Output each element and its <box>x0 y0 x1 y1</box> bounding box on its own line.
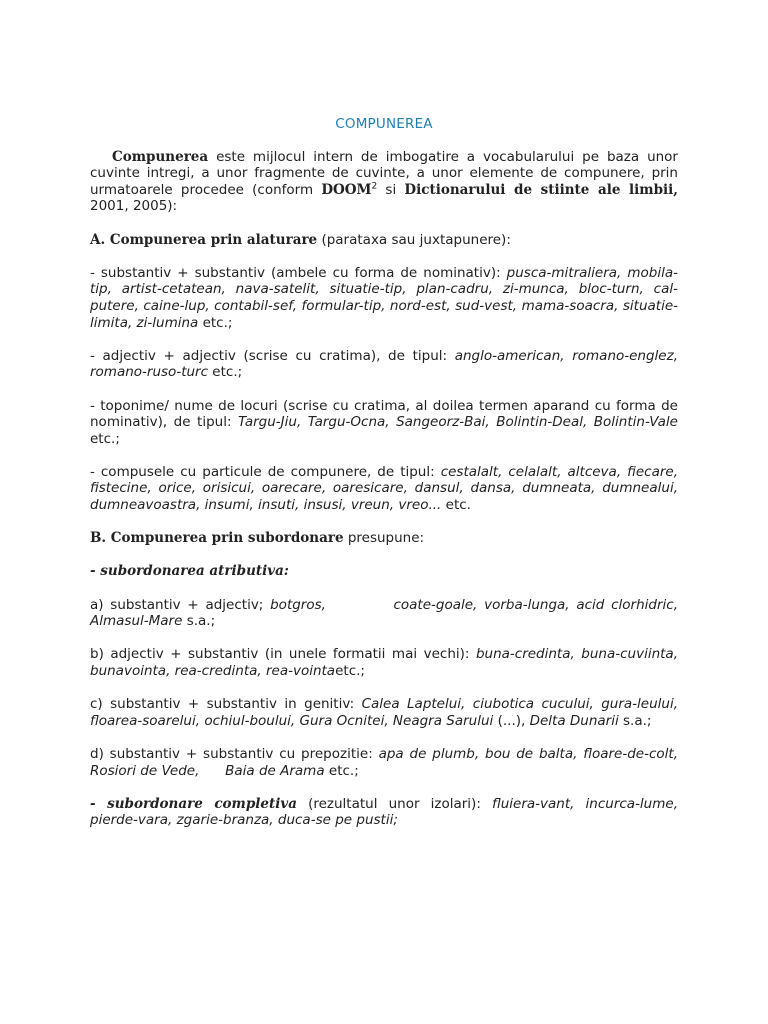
bd-paragraph <box>90 745 683 779</box>
bd-text: d) substantiv + substantiv cu prepozitie: <box>90 745 379 762</box>
a4-paragraph <box>90 464 678 514</box>
ba-paragraph <box>90 596 683 630</box>
bb-text: b) adjectiv + substantiv (in unele formatii mai vechi): <box>90 646 476 663</box>
a3-end: etc.; <box>90 430 120 447</box>
subordonare-atributiva-heading <box>90 563 678 580</box>
bc-paragraph <box>90 696 678 729</box>
intro-term: Compunerea <box>112 148 209 165</box>
a2-end: etc.; <box>208 364 243 381</box>
section-a-title: A. Compunerea prin alaturare <box>90 231 318 248</box>
bb-end: etc.; <box>335 663 365 679</box>
a3-paragraph <box>90 398 678 448</box>
bc-text: c) substantiv + substantiv in genitiv: <box>90 696 362 713</box>
intro-paragraph <box>90 149 678 215</box>
intro-text-3: 2001, 2005): <box>90 198 178 215</box>
completiva-examples: fluiera-vant, incurca-lume, pierde-vara, zgarie-branza, duca-se pe pustii; <box>90 795 678 829</box>
completiva-heading: - subordonare completiva <box>90 795 297 812</box>
intro-text-2: si <box>377 181 405 198</box>
a2-paragraph <box>90 348 678 381</box>
bc-mid: (...), <box>493 712 530 729</box>
section-b-title: B. Compunerea prin subordonare <box>90 530 344 547</box>
a3-text: - toponime/ nume de locuri (scrise cu cratima, al doilea termen aparand cu forma de nominativ), de tipul: <box>90 397 678 431</box>
doom-label: DOOM <box>321 181 372 198</box>
a1-end: etc.; <box>198 314 233 331</box>
document-page <box>90 116 683 846</box>
bd-end: etc.; <box>324 762 359 779</box>
completiva-text: (rezultatul unor izolari): <box>296 795 492 812</box>
a4-examples: cestalalt, celalalt, altceva, fiecare, fistecine, orice, orisicui, oarecare, oaresicare, dansul, dansa, dumneata, dumnealui, dumneavoastra, insumi, insuti, insusi, vreun, vreo... <box>90 463 678 514</box>
section-a-note: (parataxa sau juxtapunere): <box>317 231 511 248</box>
ba-text: a) substantiv + adjectiv; <box>90 596 271 613</box>
doom-superscript: 2 <box>371 181 378 192</box>
bc-examples-2: Delta Dunarii <box>529 712 619 729</box>
a4-text: - compusele cu particule de compunere, de tipul: <box>90 463 441 480</box>
section-b-heading <box>90 530 678 547</box>
a3-examples: Targu-Jiu, Targu-Ocna, Sangeorz-Bai, Bolintin-Deal, Bolintin-Vale <box>238 414 678 431</box>
page-title: COMPUNEREA <box>335 116 433 132</box>
subordonare-atributiva-label: - subordonarea atributiva: <box>90 563 289 580</box>
bb-examples: buna-credinta, buna-cuviinta, bunavointa, rea-credinta, rea-vointa <box>90 646 678 679</box>
bc-examples: Calea Laptelui, ciubotica cucului, gura-leului, floarea-soarelui, ochiul-boului, Gura Ocnitei, Neagra Sarului <box>90 696 678 729</box>
completiva-paragraph <box>90 796 678 829</box>
dictionary-title: Dictionarului de stiinte ale limbii, <box>404 181 678 198</box>
intro-text-1: este mijlocul intern de imbogatire a vocabularului pe baza unor cuvinte intregi, a unor fragmente de cuvinte, a unor elemente de compunere, prin urmatoarele procedee (conform <box>90 148 678 198</box>
a4-end: etc. <box>441 497 471 514</box>
bb-paragraph <box>90 646 678 679</box>
bd-examples: apa de plumb, bou de balta, floare-de-colt, Rosiori de Vede, Baia de Arama <box>90 745 683 779</box>
ba-examples: botgros, coate-goale, vorba-lunga, acid clorhidric, Almasul-Mare <box>90 596 683 630</box>
a2-examples: anglo-american, romano-englez, romano-ruso-turc <box>90 347 678 381</box>
ba-end: s.a.; <box>182 613 216 630</box>
bc-end: s.a.; <box>618 712 652 729</box>
section-b-note: presupune: <box>343 530 425 547</box>
a1-paragraph <box>90 265 678 331</box>
a1-examples: pusca-mitraliera, mobila-tip, artist-cetatean, nava-satelit, situatie-tip, plan-cadru, zi-munca, bloc-turn, cal-putere, caine-lup, contabil-sef, formular-tip, nord-est, sud-vest, mama-soacra, situatie-limita, zi-lumina <box>90 264 678 331</box>
a1-text: - substantiv + substantiv (ambele cu forma de nominativ): <box>90 264 507 281</box>
section-a-heading <box>90 232 678 249</box>
a2-text: - adjectiv + adjectiv (scrise cu cratima), de tipul: <box>90 347 455 364</box>
